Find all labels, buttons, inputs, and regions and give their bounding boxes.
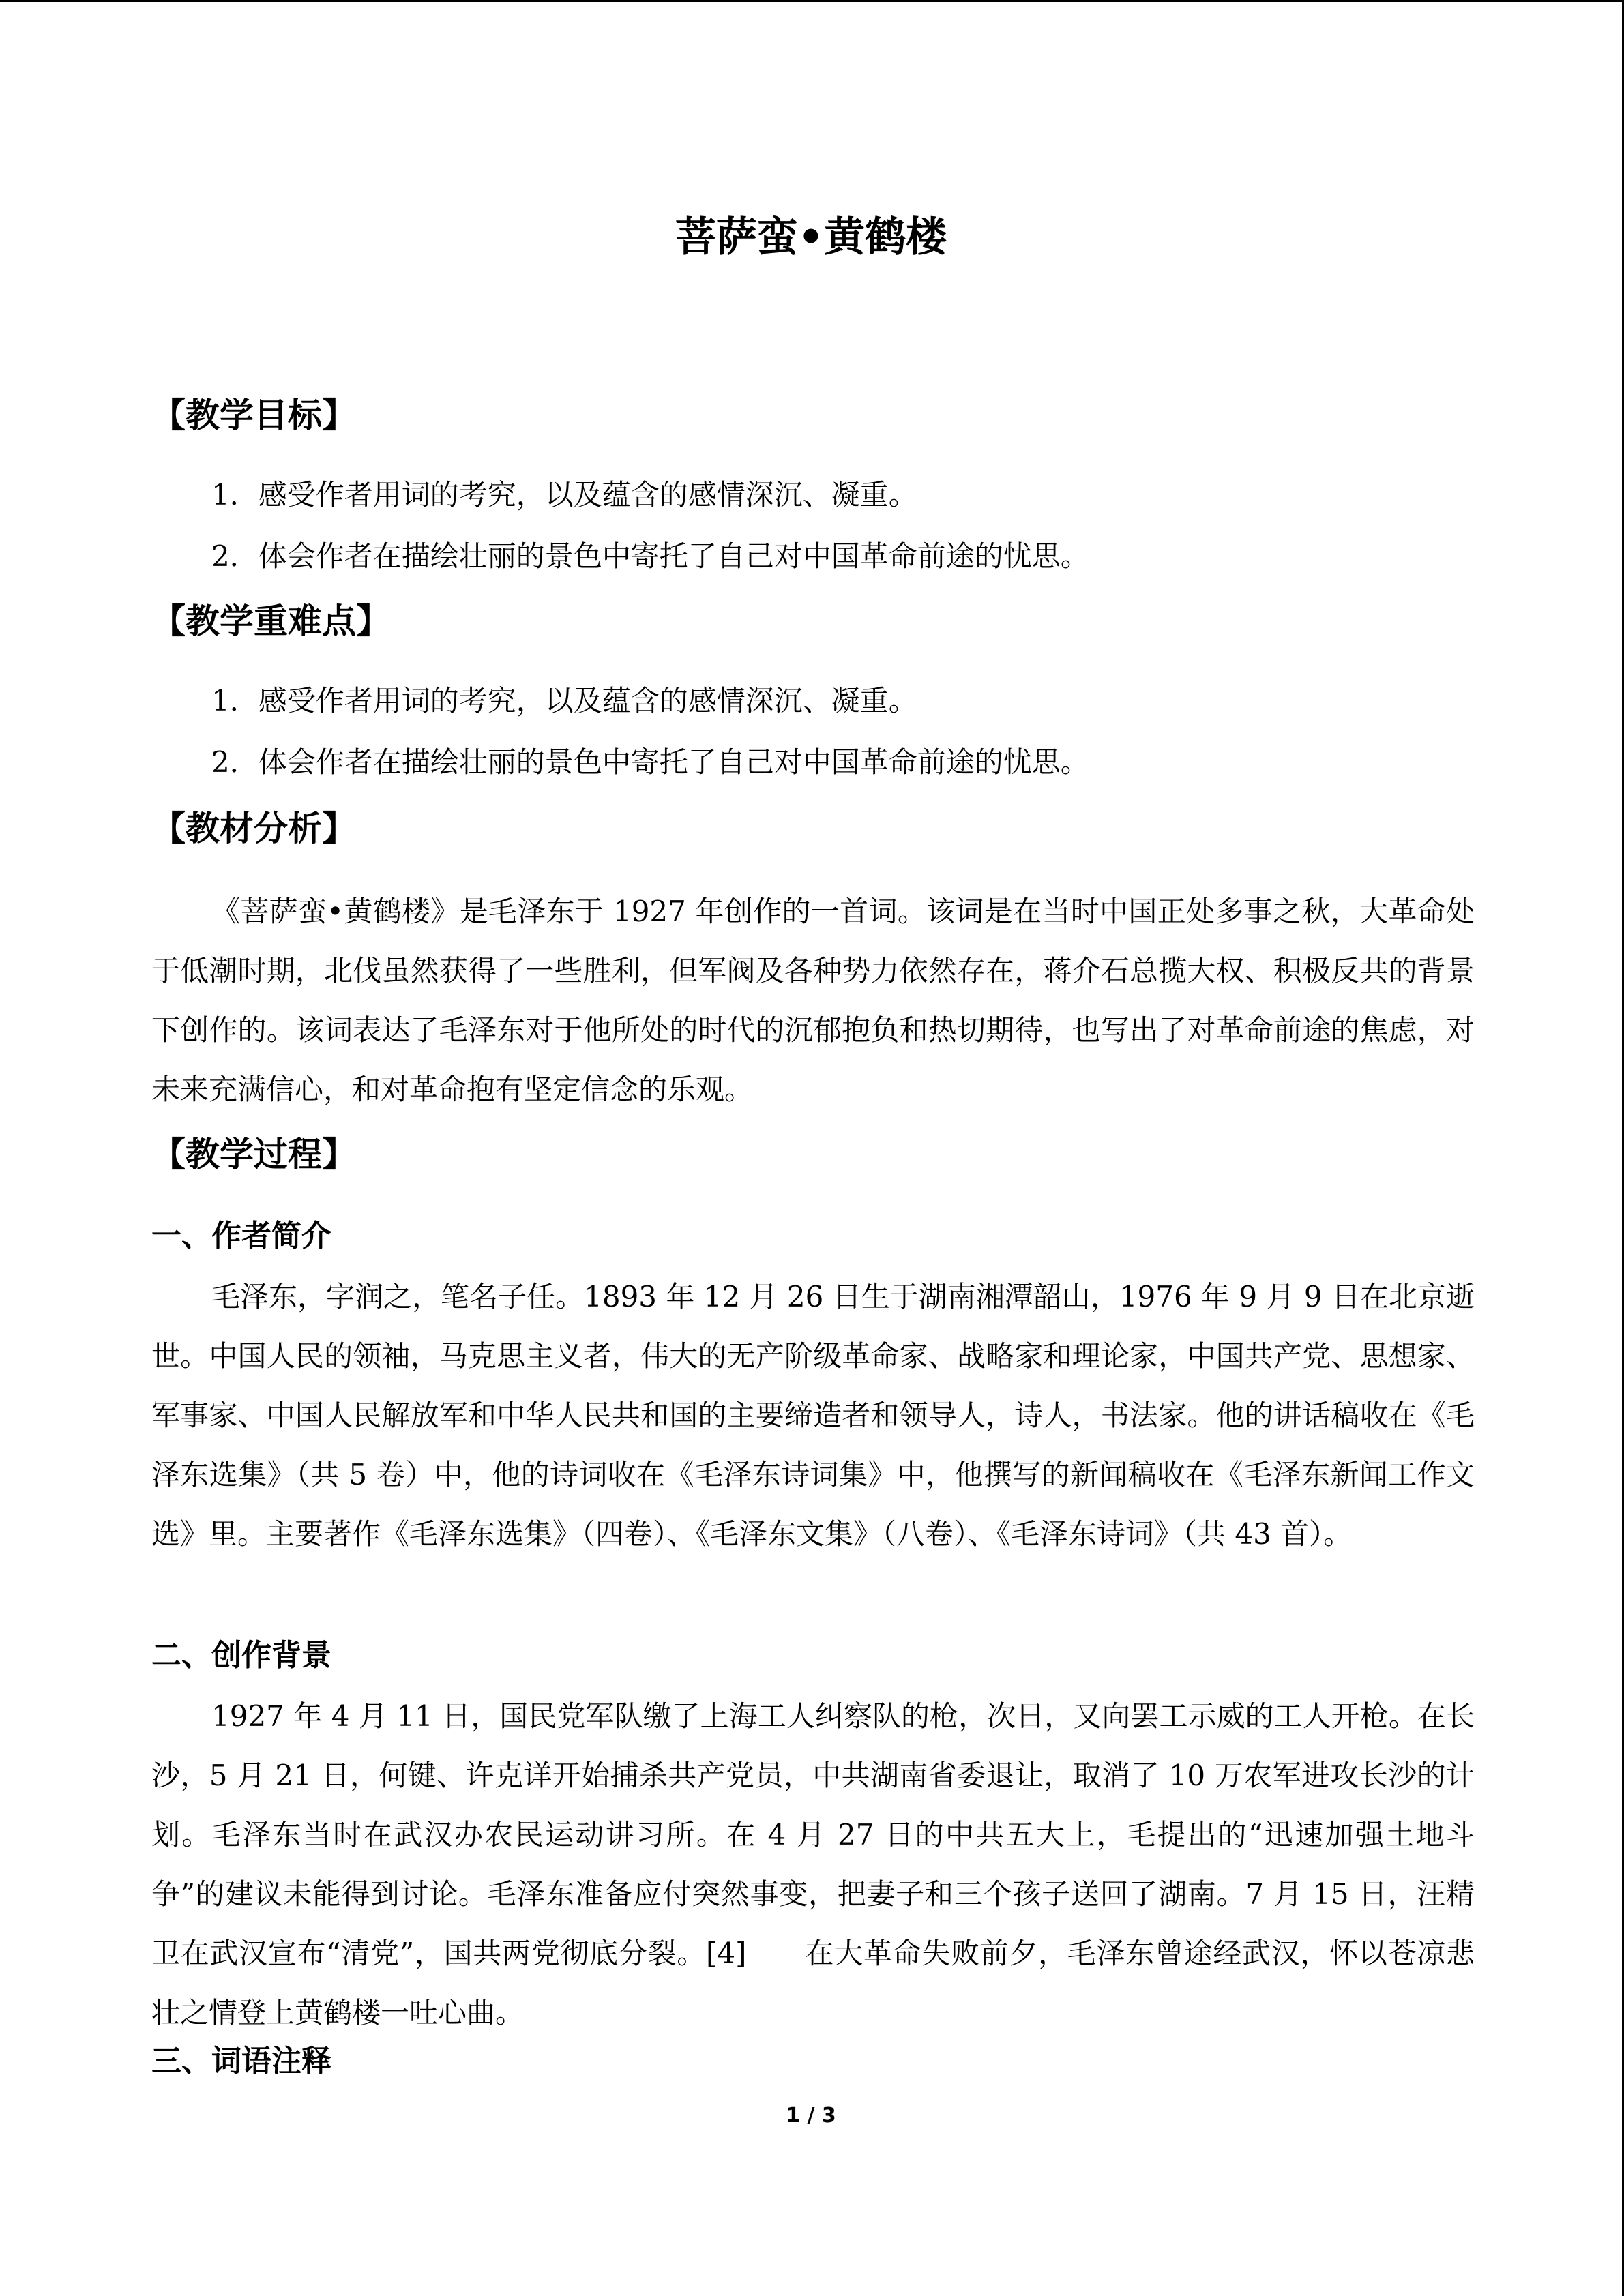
analysis-paragraph: 《菩萨蛮•黄鹤楼》是毛泽东于 1927 年创作的一首词。该词是在当时中国正处多事之秋，大革命处于低潮时期，北伐虽然获得了一些胜利，但军阀及各种势力依然存在，蒋介石总揽大权、积极反共的背景下创作的。该词表达了毛泽东对于他所处的时代的沉郁抱负和热切期待，也写出了对革命前途的焦虑，对未来充满信心，和对革命抱有坚定信念的乐观。 bbox=[151, 895, 1475, 1106]
section-heading-key-points: 【教学重难点】 bbox=[151, 601, 390, 641]
goal-item-2: 2．体会作者在描绘壮丽的景色中寄托了自己对中国革命前途的忧思。 bbox=[211, 539, 1089, 573]
key-point-item-1: 1．感受作者用词的考究，以及蕴含的感情深沉、凝重。 bbox=[211, 684, 917, 717]
section-heading-process: 【教学过程】 bbox=[151, 1135, 356, 1174]
subheading-author: 一、作者简介 bbox=[151, 1219, 331, 1253]
author-paragraph: 毛泽东，字润之，笔名子任。1893 年 12 月 26 日生于湖南湘潭韶山，1976 年 9 月 9 日在北京逝世。中国人民的领袖，马克思主义者，伟大的无产阶级革命家、战略家和理论家，中国共产党、思想家、军事家、中国人民解放军和中华人民共和国的主要缔造者和领导人，诗人，书法家。他的讲话稿收在《毛泽东选集》（共 5 卷）中，他的诗词收在《毛泽东诗词集》中，他撰写的新闻稿收在《毛泽东新闻工作文选》里。主要著作《毛泽东选集》（四卷）、《毛泽东文集》（八卷）、《毛泽东诗词》（共 43 首）。 bbox=[151, 1280, 1475, 1551]
section-heading-analysis: 【教材分析】 bbox=[151, 809, 356, 848]
background-paragraph: 1927 年 4 月 11 日，国民党军队缴了上海工人纠察队的枪，次日，又向罢工示威的工人开枪。在长沙，5 月 21 日，何键、许克详开始捕杀共产党员，中共湖南省委退让，取消了 10 万农军进攻长沙的计划。毛泽东当时在武汉办农民运动讲习所。在 4 月 27 日的中共五大上，毛提出的“迅速加强土地斗争”的建议未能得到讨论。毛泽东准备应付突然事变，把妻子和三个孩子送回了湖南。7 月 15 日，汪精卫在武汉宣布“清党”，国共两党彻底分裂。[4] 在大革命失败前夕，毛泽东曾途经武汉，怀以苍凉悲壮之情登上黄鹤楼一吐心曲。 bbox=[151, 1699, 1475, 2029]
key-point-item-2: 2．体会作者在描绘壮丽的景色中寄托了自己对中国革命前途的忧思。 bbox=[211, 745, 1089, 779]
goal-item-1: 1．感受作者用词的考究，以及蕴含的感情深沉、凝重。 bbox=[211, 478, 917, 511]
subheading-background: 二、创作背景 bbox=[151, 1638, 331, 1673]
document-title: 菩萨蛮•黄鹤楼 bbox=[675, 213, 947, 261]
page-number: 1 / 3 bbox=[786, 2104, 836, 2128]
subheading-glossary: 三、词语注释 bbox=[151, 2044, 331, 2078]
section-heading-goals: 【教学目标】 bbox=[151, 396, 356, 435]
